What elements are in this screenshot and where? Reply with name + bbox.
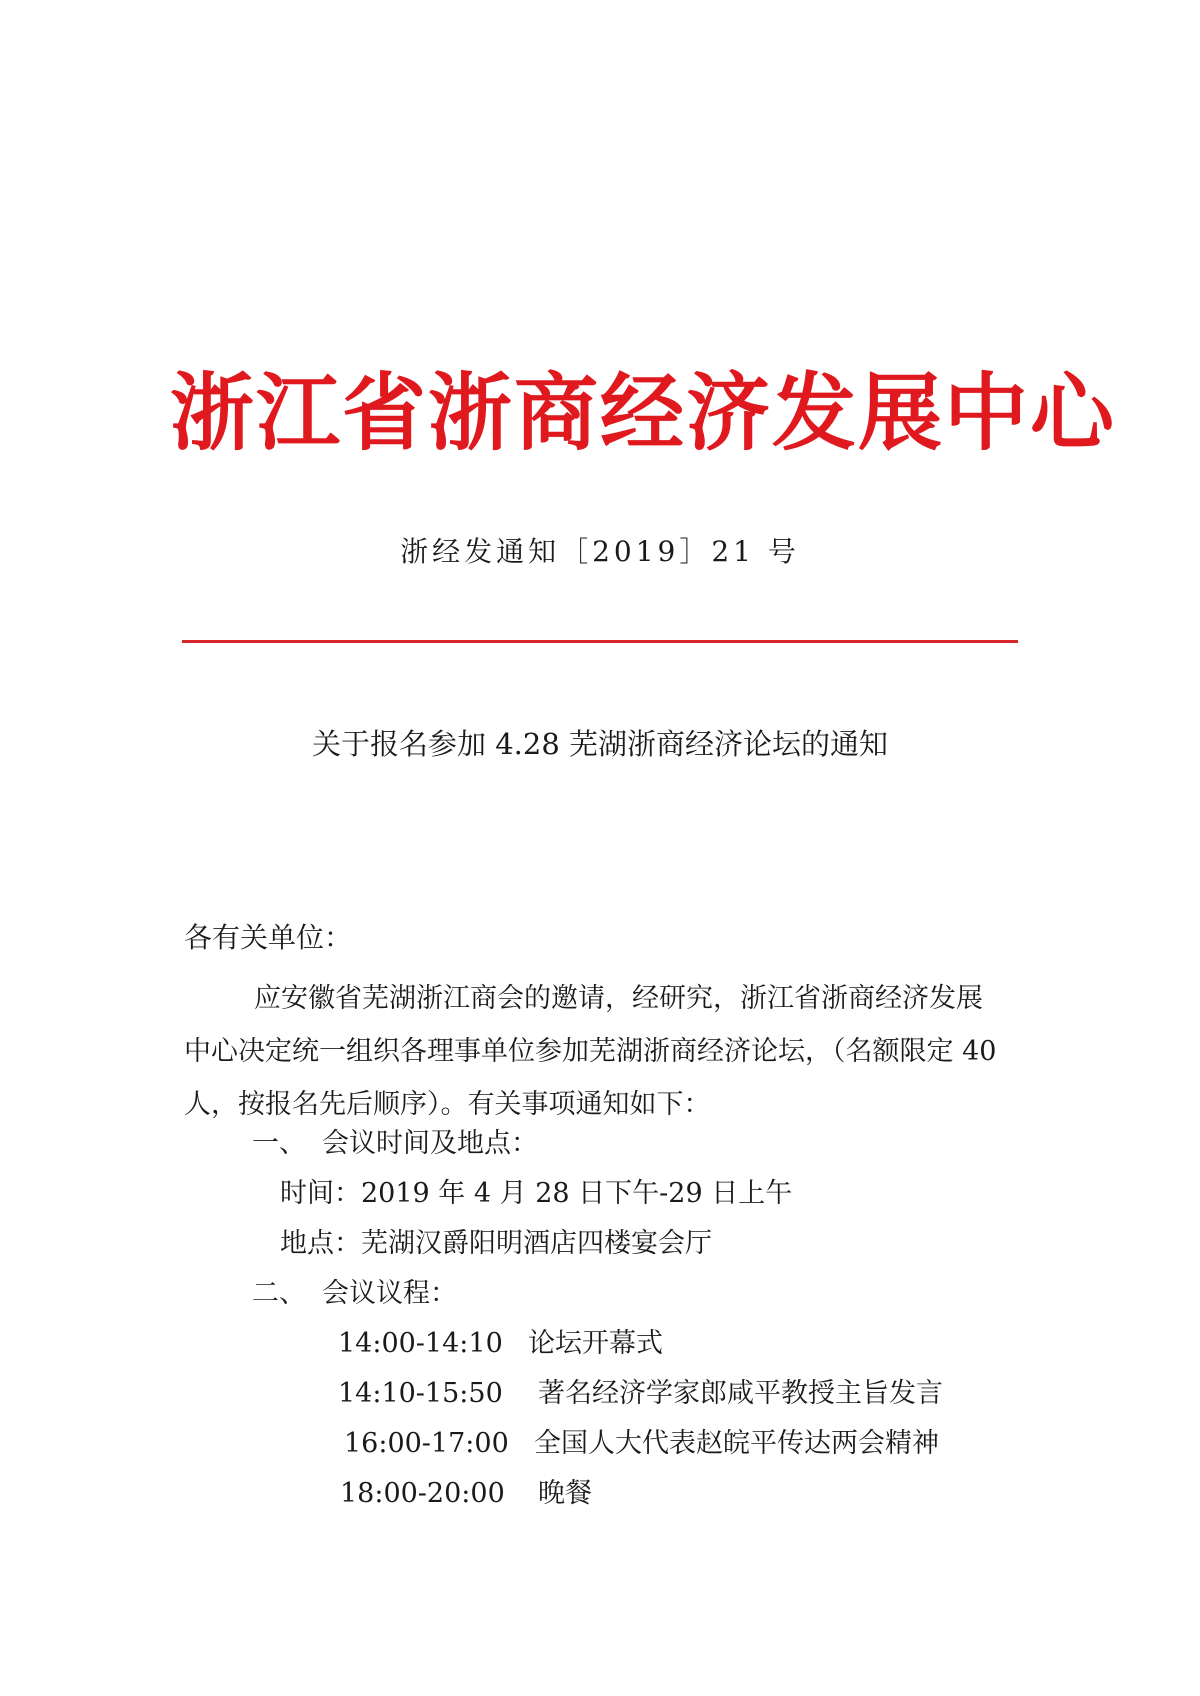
- agenda-row: [338, 1322, 663, 1366]
- agenda-time: 18:00-20:00: [340, 1478, 505, 1509]
- agenda-row: [340, 1472, 592, 1516]
- intro-line: 人，按报名先后顺序）。有关事项通知如下：: [184, 1089, 711, 1120]
- agenda-item: 全国人大代表赵皖平传达两会精神: [534, 1428, 939, 1459]
- red-divider-line: [182, 640, 1018, 643]
- agenda-item: 论坛开幕式: [528, 1328, 663, 1359]
- agenda-time: 14:00-14:10: [338, 1328, 503, 1359]
- agenda-row: [344, 1422, 939, 1466]
- section-heading-1: [252, 1122, 538, 1166]
- intro-line: 中心决定统一组织各理事单位参加芜湖浙商经济论坛，（名额限定 40: [184, 1036, 997, 1067]
- intro-line: 应安徽省芜湖浙江商会的邀请，经研究，浙江省浙商经济发展: [254, 983, 983, 1014]
- meeting-location: 地点：芜湖汉爵阳明酒店四楼宴会厅: [280, 1228, 712, 1259]
- agenda-time: 14:10-15:50: [338, 1378, 503, 1409]
- agenda-row: [338, 1372, 943, 1416]
- section-number: 二、: [252, 1278, 306, 1309]
- organization-letterhead: 浙江省浙商经济发展中心: [170, 364, 1117, 462]
- agenda-item: 晚餐: [538, 1478, 592, 1509]
- notice-title: 关于报名参加 4.28 芜湖浙商经济论坛的通知: [311, 727, 888, 761]
- agenda-time: 16:00-17:00: [344, 1428, 509, 1459]
- document-number: 浙经发通知［2019］21 号: [400, 535, 800, 568]
- section-heading: 会议时间及地点：: [322, 1128, 538, 1159]
- section-number: 一、: [252, 1128, 306, 1159]
- salutation: 各有关单位：: [184, 921, 353, 954]
- agenda-item: 著名经济学家郎咸平教授主旨发言: [538, 1378, 943, 1409]
- section-heading: 会议议程：: [322, 1278, 457, 1309]
- meeting-time: 时间：2019 年 4 月 28 日下午-29 日上午: [280, 1178, 793, 1209]
- section-heading-2: [252, 1272, 457, 1316]
- intro-paragraph: [184, 972, 1020, 1131]
